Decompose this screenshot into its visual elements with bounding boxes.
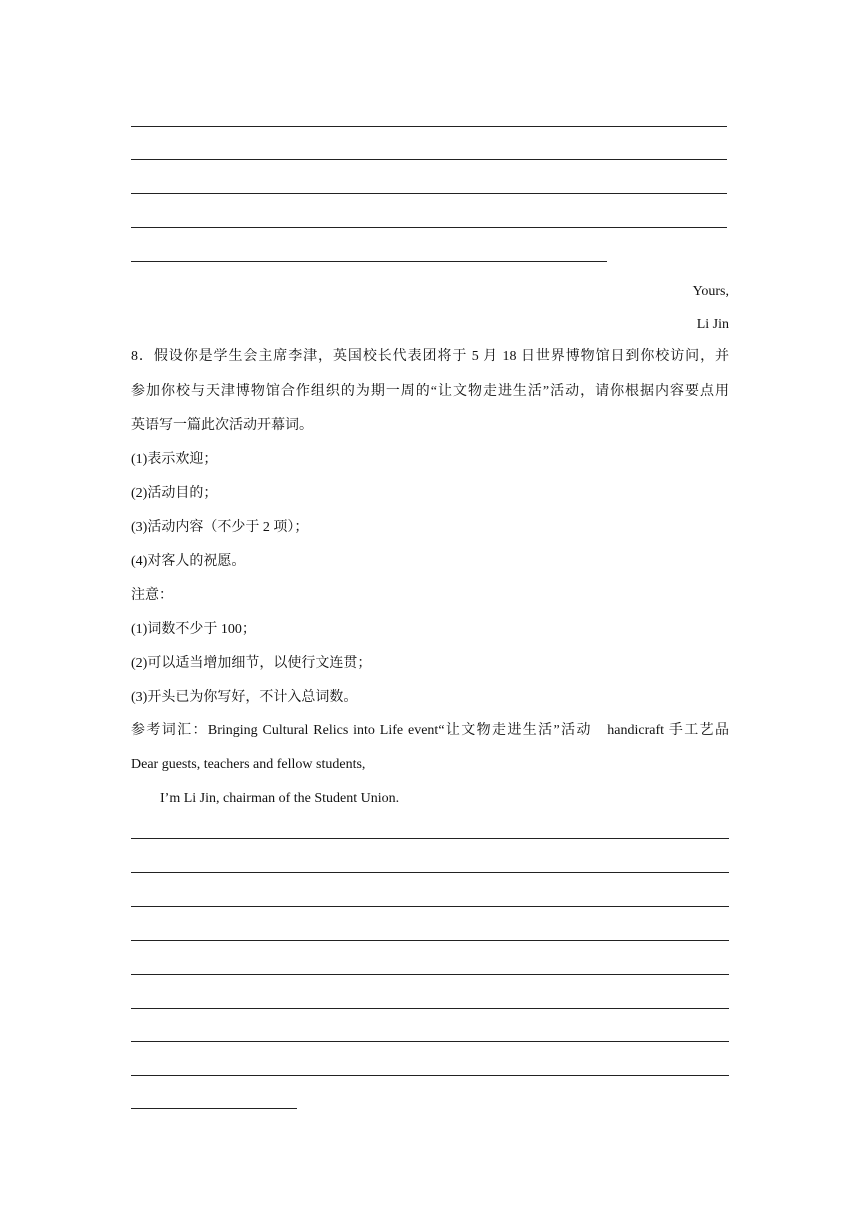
answer-line [131, 906, 729, 907]
closing-yours: Yours, [692, 284, 729, 299]
answer-line [131, 261, 607, 262]
note-item: (1)词数不少于 100； [131, 622, 256, 637]
question-prompt-line-2: 参加你校与天津博物馆合作组织的为期一周的“让文物走进生活”活动，请你根据内容要点用 [131, 384, 729, 399]
answer-line [131, 1008, 729, 1009]
notes-title: 注意： [131, 588, 173, 603]
reference-vocabulary: 参考词汇：Bringing Cultural Relics into Life event“让文物走进生活”活动 handicraft 手工艺品 [131, 723, 729, 738]
answer-line [131, 159, 727, 160]
opening-sentence: I’m Li Jin, chairman of the Student Union. [160, 791, 400, 806]
answer-line [131, 1041, 729, 1042]
answer-line [131, 1108, 297, 1109]
question-prompt-line-3: 英语写一篇此次活动开幕词。 [131, 418, 313, 433]
note-item: (3)开头已为你写好，不计入总词数。 [131, 690, 358, 705]
answer-line [131, 838, 729, 839]
answer-line [131, 1075, 729, 1076]
content-point: (3)活动内容（不少于 2 项）； [131, 520, 309, 535]
answer-line [131, 872, 729, 873]
content-point: (2)活动目的； [131, 486, 218, 501]
answer-line [131, 940, 729, 941]
question-prompt-line-1: 8．假设你是学生会主席李津，英国校长代表团将于 5 月 18 日世界博物馆日到你校访问，并 [131, 349, 729, 364]
note-item: (2)可以适当增加细节，以使行文连贯； [131, 656, 372, 671]
closing-name: Li Jin [696, 317, 729, 332]
content-point: (1)表示欢迎； [131, 452, 218, 467]
salutation: Dear guests, teachers and fellow students, [131, 757, 366, 772]
content-point: (4)对客人的祝愿。 [131, 554, 246, 569]
answer-line [131, 126, 727, 127]
answer-line [131, 974, 729, 975]
answer-line [131, 193, 727, 194]
answer-line [131, 227, 727, 228]
